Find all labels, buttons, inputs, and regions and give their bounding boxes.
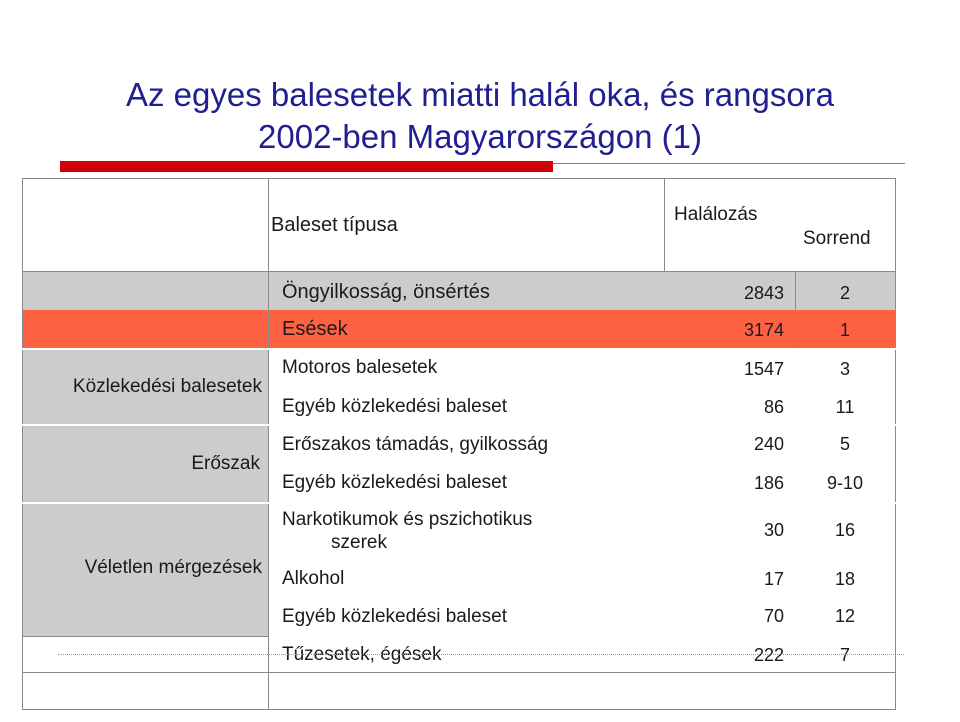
row-deaths: 17 [763,569,784,589]
row-label: Tűzesetek, égések [282,644,442,665]
row-label: Egyéb közlekedési baleset [282,396,507,417]
slide-title [0,74,960,158]
header-rank: Sorrend [803,228,871,249]
row-deaths: 86 [763,397,784,417]
col-sep-3 [795,272,796,348]
row-sep-a [22,348,896,350]
row-label: Narkotikumok és pszichotikus [282,509,533,530]
header-type: Baleset típusa [271,214,398,236]
row-deaths: 222 [753,645,784,665]
row-deaths: 3174 [743,320,784,340]
title-line-1: Az egyes balesetek miatti halál oka, és rangsora [125,76,835,113]
row-label: Öngyilkosság, önsértés [282,281,490,303]
row-rank: 11 [835,397,855,417]
table-border-bottom [22,709,896,710]
row-sep-c [22,502,896,504]
row-deaths: 186 [753,473,784,493]
row-deaths: 1547 [743,359,784,379]
row-label-continued: szerek [331,532,387,553]
row-sep-d [22,636,269,637]
title-accent-line [553,163,905,164]
row-rank: 12 [834,606,856,626]
row-deaths: 30 [763,520,784,540]
row-label: Motoros balesetek [282,357,438,378]
row-rank: 3 [839,359,850,379]
row-sep-b [22,424,896,426]
group-poisoning: Véletlen mérgezések [84,557,262,578]
group-traffic: Közlekedési balesetek [72,376,262,397]
col-sep-1 [268,178,269,710]
col-sep-2 [664,178,665,272]
title-line-2: 2002-ben Magyarországon (1) [258,118,702,155]
row-label: Esések [282,318,348,340]
row-deaths: 240 [753,434,784,454]
group-violence: Erőszak [191,453,260,474]
row-label: Erőszakos támadás, gyilkosság [282,434,549,455]
row-label: Alkohol [282,568,345,589]
row-rank: 7 [839,645,850,665]
row-rank: 16 [834,520,856,540]
title-accent-bar [60,161,553,172]
table-border-left [22,178,23,710]
row-rank: 2 [839,283,850,303]
row-label: Egyéb közlekedési baleset [282,472,507,493]
dotted-guide-line [58,654,904,655]
row-deaths: 70 [763,606,784,626]
row-sep-e [22,672,896,673]
row-rank: 18 [834,569,856,589]
table-border-top [22,178,896,179]
row-sep-header [22,271,896,272]
header-deaths: Halálozás [674,204,758,225]
row-rank: 1 [839,320,850,340]
row-label: Egyéb közlekedési baleset [282,606,507,627]
row-rank: 9-10 [826,473,864,493]
row-deaths: 2843 [743,283,784,303]
row-rank: 5 [839,434,850,454]
table-border-right [895,178,896,710]
